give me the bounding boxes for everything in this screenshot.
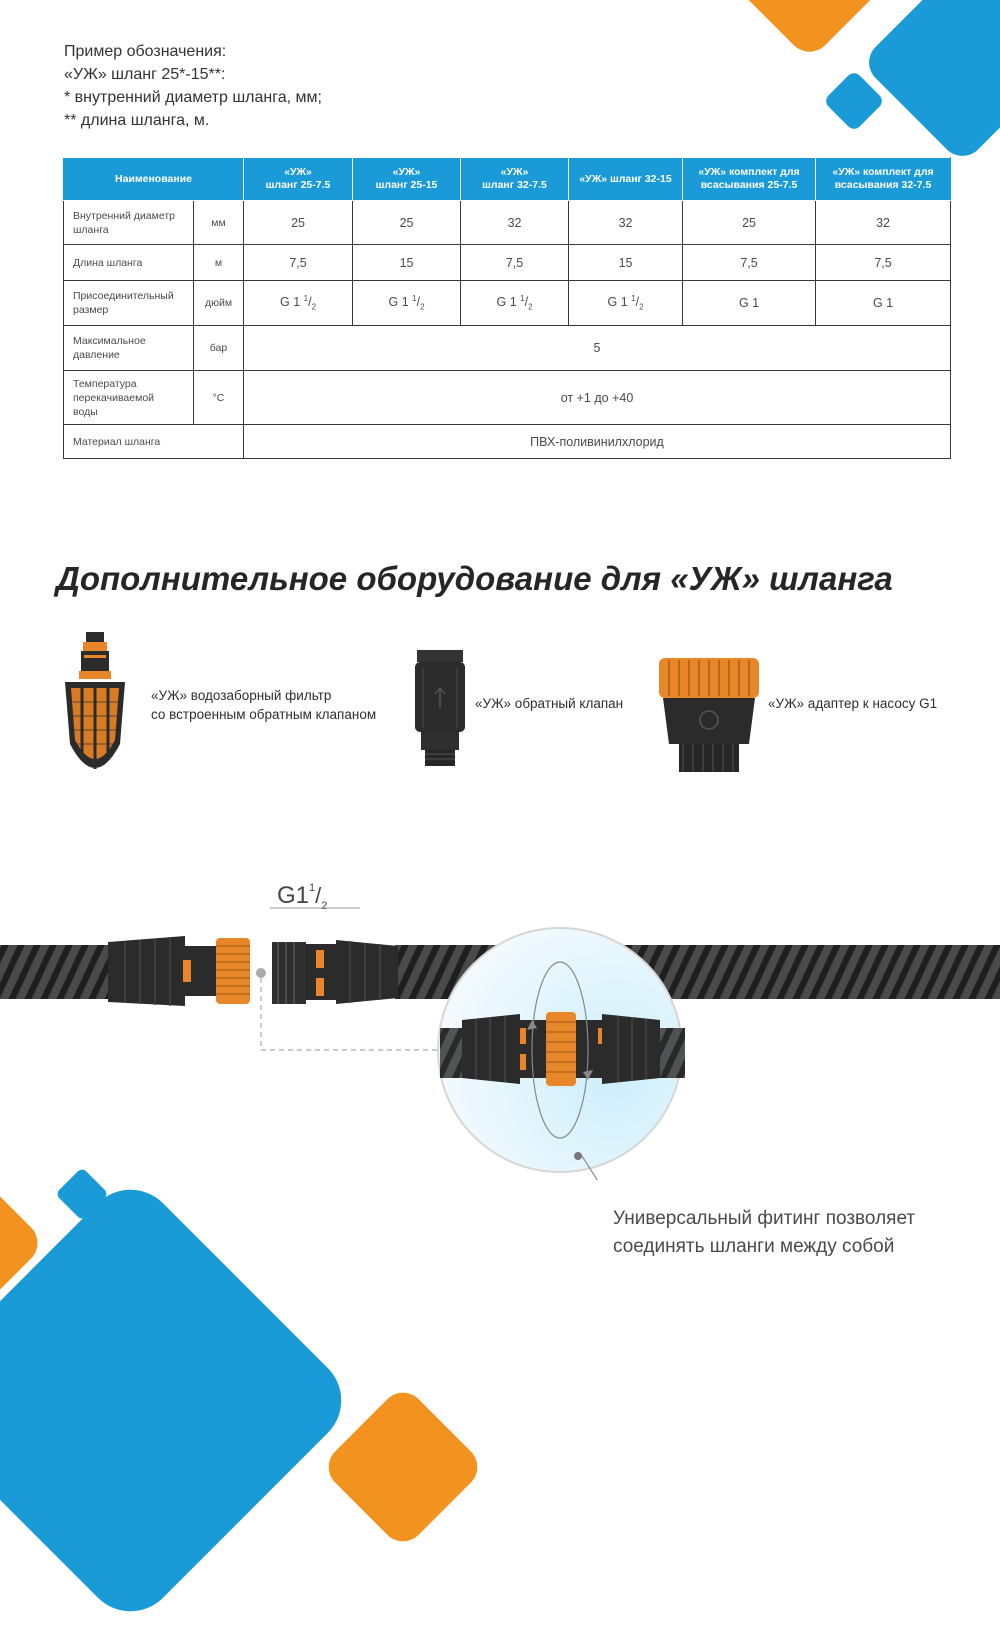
designation-notes [64, 40, 322, 132]
table-row [64, 281, 951, 326]
note-line-1: Пример обозначения: [64, 43, 227, 60]
table-cell: 25 [353, 201, 461, 245]
check-valve-image [413, 648, 467, 768]
table-cell: G 1 $^1/_2$ [353, 281, 461, 326]
row-label-temperature: Температура перекачиваемой воды [64, 371, 194, 425]
table-cell: 32 [816, 201, 951, 245]
table-cell: 5 [244, 326, 951, 371]
header-col-2: «УЖ» шланг 25-15 [353, 158, 461, 201]
row-label-connection: Присоединительный размер [64, 281, 194, 326]
row-label-pressure: Максимальное давление [64, 326, 194, 371]
table-row [64, 425, 951, 459]
pump-adapter-image [657, 656, 761, 774]
header-col-5: «УЖ» комплект для всасывания 25-7.5 [683, 158, 816, 201]
table-cell: 25 [683, 201, 816, 245]
table-cell: ПВХ-поливинилхлорид [244, 425, 951, 459]
row-label-length: Длина шланга [64, 245, 194, 281]
table-cell: 7,5 [244, 245, 353, 281]
table-row [64, 201, 951, 245]
header-name: Наименование [64, 158, 244, 201]
table-cell: 25 [244, 201, 353, 245]
row-unit: мм [194, 201, 244, 245]
table-row [64, 326, 951, 371]
table-cell: G 1 $^1/_2$ [244, 281, 353, 326]
header-col-6: «УЖ» комплект для всасывания 32-7.5 [816, 158, 951, 201]
header-col-3: «УЖ» шланг 32-7.5 [461, 158, 569, 201]
row-label-material: Материал шланга [64, 425, 244, 459]
orange-diamond-top [728, 0, 891, 61]
spec-table [63, 157, 951, 459]
table-cell: 15 [353, 245, 461, 281]
note-line-4: ** длина шланга, м. [64, 112, 210, 129]
table-cell: 7,5 [461, 245, 569, 281]
table-cell: 32 [569, 201, 683, 245]
row-unit: бар [194, 326, 244, 371]
blue-diamond-bottom-large [0, 1171, 360, 1630]
row-unit: °С [194, 371, 244, 425]
note-line-3: * внутренний диаметр шланга, мм; [64, 89, 322, 106]
hose-connection-illustration [0, 880, 1000, 1180]
filter-description: «УЖ» водозаборный фильтр со встроенным обратным клапаном [151, 688, 377, 722]
row-unit: м [194, 245, 244, 281]
table-cell: 15 [569, 245, 683, 281]
table-header-row [64, 158, 951, 201]
note-line-2: «УЖ» шланг 25*-15**: [64, 66, 226, 83]
fitting-caption: Универсальный фитинг позволяет соединять шланги между собой [613, 1208, 916, 1257]
table-cell: 7,5 [683, 245, 816, 281]
table-cell: G 1 $^1/_2$ [569, 281, 683, 326]
row-unit: дюйм [194, 281, 244, 326]
section-title: Дополнительное оборудование для «УЖ» шланга [56, 560, 893, 597]
water-intake-filter-image [62, 632, 128, 780]
thread-size-label: $G1^1/_2$ [277, 882, 328, 912]
blue-diamond-top-large [860, 0, 1000, 165]
table-cell: G 1 [683, 281, 816, 326]
table-row [64, 371, 951, 425]
table-cell: G 1 $^1/_2$ [461, 281, 569, 326]
row-label-diameter: Внутренний диаметр шланга [64, 201, 194, 245]
check-valve-description: «УЖ» обратный клапан [475, 696, 624, 711]
table-cell: G 1 [816, 281, 951, 326]
table-cell: от +1 до +40 [244, 371, 951, 425]
header-col-4: «УЖ» шланг 32-15 [569, 158, 683, 201]
table-cell: 32 [461, 201, 569, 245]
header-col-1: «УЖ» шланг 25-7.5 [244, 158, 353, 201]
table-row [64, 245, 951, 281]
orange-diamond-bottom [320, 1384, 487, 1551]
pump-adapter-description: «УЖ» адаптер к насосу G1 [768, 696, 938, 711]
table-cell: 7,5 [816, 245, 951, 281]
